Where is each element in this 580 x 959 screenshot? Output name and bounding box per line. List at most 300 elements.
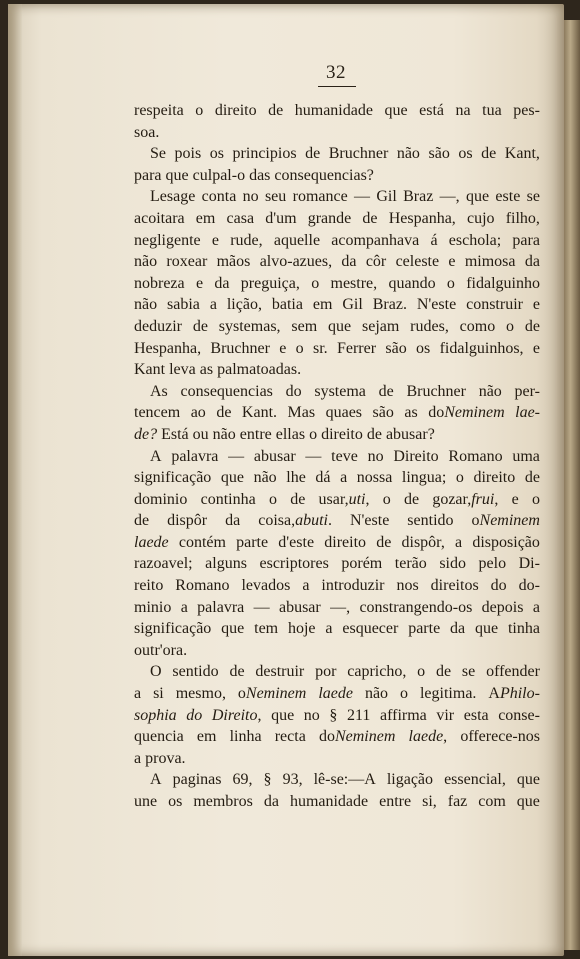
word: prova. bbox=[145, 749, 186, 767]
word: escriptores bbox=[259, 555, 329, 573]
word: recta bbox=[274, 728, 306, 746]
word: de bbox=[268, 102, 284, 119]
text-line bbox=[134, 618, 540, 640]
word: celeste bbox=[395, 253, 440, 271]
word: sem bbox=[291, 317, 318, 335]
text-line bbox=[134, 338, 540, 360]
text-line bbox=[134, 230, 540, 252]
word: sr. bbox=[312, 339, 328, 357]
word: dá bbox=[315, 469, 331, 487]
text-line bbox=[134, 553, 540, 575]
text-line bbox=[134, 446, 540, 468]
word: batia bbox=[271, 296, 303, 314]
word: da bbox=[214, 274, 230, 292]
word: 69, bbox=[232, 771, 253, 789]
word: o bbox=[195, 102, 204, 119]
word: contém bbox=[178, 533, 226, 551]
word: romance bbox=[292, 188, 348, 206]
word: membros bbox=[193, 793, 253, 810]
word: — bbox=[354, 188, 371, 206]
word: Ferrer bbox=[336, 339, 377, 357]
word: e bbox=[532, 339, 540, 357]
word: cujo bbox=[466, 209, 495, 227]
text-line bbox=[134, 165, 540, 187]
word: por bbox=[315, 663, 337, 681]
word: tem bbox=[254, 620, 279, 638]
word: de bbox=[524, 317, 540, 335]
word: humanidade bbox=[294, 102, 373, 119]
word: pes- bbox=[513, 102, 540, 119]
word: essencial, bbox=[444, 771, 506, 789]
word: que bbox=[328, 317, 352, 335]
word: consequencias? bbox=[274, 166, 374, 184]
word: destruir bbox=[255, 663, 305, 681]
word: ao bbox=[190, 404, 206, 422]
word: de bbox=[229, 663, 245, 681]
word: que bbox=[221, 620, 245, 638]
word: a bbox=[134, 749, 142, 767]
word: laede bbox=[318, 685, 353, 703]
word: a bbox=[340, 469, 348, 487]
word: preguiça, bbox=[240, 274, 300, 292]
word: § bbox=[329, 706, 338, 724]
word: em bbox=[195, 209, 216, 227]
word: teve bbox=[331, 447, 358, 465]
word: em bbox=[312, 296, 333, 314]
word: significação bbox=[134, 620, 212, 638]
word: Di- bbox=[518, 555, 540, 573]
text-line bbox=[134, 532, 540, 554]
word: mesmo, bbox=[175, 685, 226, 703]
word: que bbox=[516, 771, 540, 789]
word: minio bbox=[134, 598, 172, 616]
word: de bbox=[524, 469, 540, 487]
word: acoitara bbox=[134, 209, 185, 227]
word: quaes bbox=[325, 404, 363, 422]
word: de? bbox=[134, 425, 158, 443]
word: e bbox=[211, 231, 219, 249]
word: oNeminem bbox=[471, 512, 540, 530]
text-line bbox=[134, 726, 540, 748]
word: os bbox=[416, 339, 431, 357]
word: Direito bbox=[393, 447, 439, 465]
text-line bbox=[134, 661, 540, 683]
word: Braz. bbox=[372, 296, 407, 314]
word: e bbox=[279, 339, 287, 357]
word: palavra bbox=[171, 447, 219, 465]
word: dispôr bbox=[167, 512, 208, 530]
word: —, bbox=[330, 598, 351, 616]
word: systemas, bbox=[218, 317, 281, 335]
word: Gil bbox=[342, 296, 363, 314]
word: o bbox=[382, 490, 391, 508]
word: tua bbox=[482, 102, 502, 119]
word: conta bbox=[201, 188, 237, 206]
word: terão bbox=[394, 555, 427, 573]
word: o bbox=[400, 685, 409, 703]
word: em bbox=[196, 728, 217, 746]
word: fidalguinho bbox=[466, 274, 540, 292]
word: doNeminem bbox=[428, 404, 505, 422]
word: introduzir bbox=[321, 577, 385, 595]
word: mãos bbox=[216, 253, 251, 271]
word: os bbox=[209, 145, 224, 163]
word: grande bbox=[307, 209, 352, 227]
text-line bbox=[134, 489, 540, 511]
word: d'este bbox=[278, 533, 315, 551]
word: e bbox=[532, 296, 540, 314]
word: culpal-o bbox=[192, 166, 246, 184]
word: e bbox=[511, 490, 519, 508]
word: de bbox=[134, 512, 150, 530]
text-line bbox=[134, 402, 540, 424]
word: A bbox=[150, 447, 162, 465]
word: Se bbox=[150, 145, 166, 163]
word: na bbox=[455, 102, 471, 119]
text-line bbox=[134, 122, 540, 144]
word: não bbox=[396, 145, 420, 163]
text-line bbox=[134, 769, 540, 791]
word: aquelle bbox=[273, 231, 321, 249]
word: acompanhava bbox=[331, 231, 420, 249]
word: Romano bbox=[175, 577, 230, 595]
word: parte bbox=[408, 620, 441, 638]
word: N'este bbox=[349, 512, 390, 530]
word: Direito, bbox=[211, 706, 262, 724]
word: legitima. bbox=[419, 685, 477, 703]
word: e bbox=[195, 274, 204, 292]
word: Kant. bbox=[241, 404, 278, 422]
text-line bbox=[134, 359, 540, 381]
word: lição, bbox=[226, 296, 262, 314]
word: pelo bbox=[478, 555, 507, 573]
word: os bbox=[168, 793, 183, 810]
word: o bbox=[506, 317, 515, 335]
word: depois bbox=[481, 598, 524, 616]
word: continha bbox=[200, 490, 256, 508]
word: a bbox=[209, 296, 217, 314]
word: laede bbox=[134, 533, 169, 551]
word: que bbox=[516, 793, 540, 810]
word: negligente bbox=[134, 231, 201, 249]
word: que bbox=[220, 469, 244, 487]
page-gutter bbox=[8, 4, 22, 956]
word: sido bbox=[439, 555, 466, 573]
text-line bbox=[134, 316, 540, 338]
word: de bbox=[216, 404, 232, 422]
word: da bbox=[341, 253, 357, 271]
word: abusar bbox=[278, 598, 321, 616]
word: nossa bbox=[356, 469, 393, 487]
word: de bbox=[192, 317, 208, 335]
word: doNeminem bbox=[318, 728, 396, 746]
word: Hespanha, bbox=[388, 209, 456, 227]
word: d'um bbox=[265, 209, 297, 227]
word: os bbox=[458, 145, 473, 163]
word: da bbox=[524, 253, 540, 271]
text-line bbox=[134, 381, 540, 403]
word: alguns bbox=[205, 555, 247, 573]
word: direito bbox=[321, 425, 363, 443]
word: do- bbox=[518, 577, 540, 595]
word: 93, bbox=[282, 771, 303, 789]
word: no bbox=[242, 188, 259, 206]
word: a bbox=[325, 620, 333, 638]
word: esta bbox=[463, 706, 489, 724]
word: ou bbox=[192, 425, 209, 443]
word: humanidade bbox=[289, 793, 369, 810]
word: o bbox=[268, 490, 277, 508]
word: o bbox=[455, 469, 464, 487]
word: linha bbox=[229, 728, 262, 746]
word: mestre, bbox=[330, 274, 378, 292]
word: reito bbox=[134, 577, 164, 595]
word: á bbox=[430, 231, 438, 249]
word: eschola; bbox=[448, 231, 502, 249]
word: lingua; bbox=[401, 469, 447, 487]
word: palavra bbox=[197, 598, 245, 616]
word: deduzir bbox=[134, 317, 182, 335]
word: esquecer bbox=[342, 620, 399, 638]
word: não bbox=[212, 425, 236, 443]
word: de bbox=[378, 382, 394, 400]
word: oNeminem bbox=[237, 685, 307, 703]
word: per- bbox=[514, 382, 540, 400]
word: de bbox=[305, 145, 321, 163]
word: vir bbox=[436, 706, 455, 724]
word: si, bbox=[422, 793, 437, 810]
word: —, bbox=[439, 188, 460, 206]
word: sentido bbox=[172, 663, 219, 681]
page-number-rule bbox=[318, 86, 356, 87]
word: de bbox=[362, 209, 378, 227]
word: rude, bbox=[230, 231, 263, 249]
word: para bbox=[134, 166, 162, 184]
word: constrangendo-os bbox=[359, 598, 473, 616]
word: que bbox=[384, 102, 408, 119]
word: alvo-azues, bbox=[259, 253, 333, 271]
word: APhilo- bbox=[488, 685, 540, 703]
word: razoavel; bbox=[134, 555, 193, 573]
word: sabia bbox=[167, 296, 200, 314]
word: paginas bbox=[172, 771, 222, 789]
word: gozar,frui, bbox=[432, 490, 499, 508]
word: tinha bbox=[507, 620, 540, 638]
word: de bbox=[403, 490, 420, 508]
word: affirma bbox=[379, 706, 427, 724]
word: Hespanha, bbox=[134, 339, 202, 357]
text-line bbox=[134, 424, 540, 446]
word: as bbox=[199, 361, 214, 379]
text-line bbox=[134, 791, 540, 813]
word: leva bbox=[169, 361, 196, 379]
word: construir bbox=[466, 296, 523, 314]
word: soa. bbox=[134, 123, 160, 141]
word: lhe bbox=[286, 469, 306, 487]
text-line bbox=[134, 640, 540, 662]
word: a bbox=[532, 598, 540, 616]
text-line bbox=[134, 143, 540, 165]
word: a bbox=[302, 577, 310, 595]
adjacent-page-edge bbox=[564, 20, 580, 950]
word: são bbox=[372, 404, 394, 422]
word: significação bbox=[134, 469, 212, 487]
word: que bbox=[271, 706, 295, 724]
word: da bbox=[450, 620, 466, 638]
text-line bbox=[134, 683, 540, 705]
word: direito bbox=[214, 102, 257, 119]
word: lê-se:—A bbox=[313, 771, 376, 789]
word: Romano bbox=[448, 447, 503, 465]
word: tencem bbox=[134, 404, 181, 422]
word: — bbox=[228, 447, 245, 465]
word: o bbox=[309, 425, 318, 443]
text-line bbox=[134, 294, 540, 316]
word: faz bbox=[447, 793, 468, 810]
word: § bbox=[263, 771, 272, 789]
word: dominio bbox=[134, 490, 188, 508]
word: direito bbox=[324, 533, 367, 551]
word: mimosa bbox=[464, 253, 516, 271]
word: fidalguinhos, bbox=[439, 339, 524, 357]
word: se bbox=[526, 188, 540, 206]
word: conse- bbox=[498, 706, 540, 724]
word: seu bbox=[264, 188, 287, 206]
word: Bruchner bbox=[210, 339, 270, 357]
word: quando bbox=[388, 274, 436, 292]
word: Mas bbox=[287, 404, 316, 422]
word: entre bbox=[379, 793, 412, 810]
word: disposição bbox=[472, 533, 540, 551]
word: Kant bbox=[134, 361, 166, 379]
word: lae- bbox=[515, 404, 540, 422]
text-line bbox=[134, 575, 540, 597]
word: não bbox=[478, 382, 502, 400]
word: está bbox=[419, 102, 444, 119]
text-line bbox=[134, 597, 540, 619]
word: o bbox=[531, 490, 540, 508]
word: laede, bbox=[408, 728, 448, 746]
word: sejam bbox=[361, 317, 400, 335]
word: abusar bbox=[253, 447, 296, 465]
word: com bbox=[478, 793, 506, 810]
word: rudes, bbox=[410, 317, 449, 335]
word: abusar? bbox=[385, 425, 435, 443]
text-line bbox=[134, 510, 540, 532]
word: a bbox=[134, 685, 142, 703]
word: o bbox=[417, 663, 426, 681]
word: no bbox=[303, 706, 320, 724]
text-line bbox=[134, 100, 540, 122]
word: levados bbox=[241, 577, 291, 595]
word: — bbox=[253, 598, 270, 616]
word: une bbox=[134, 793, 158, 810]
word: da bbox=[263, 793, 279, 810]
word: pois bbox=[174, 145, 202, 163]
word: como bbox=[459, 317, 496, 335]
word: são bbox=[385, 339, 407, 357]
text-line bbox=[134, 251, 540, 273]
word: casa bbox=[226, 209, 255, 227]
word: que bbox=[475, 620, 499, 638]
word: no bbox=[367, 447, 384, 465]
text-line bbox=[134, 467, 540, 489]
word: das bbox=[249, 166, 271, 184]
word: consequencias bbox=[180, 382, 273, 400]
word: systema bbox=[314, 382, 366, 400]
word: que bbox=[465, 188, 490, 206]
word: coisa,abuti. bbox=[258, 512, 332, 530]
word: Gil bbox=[376, 188, 397, 206]
word: não bbox=[253, 469, 277, 487]
word: entre bbox=[239, 425, 272, 443]
word: a bbox=[180, 598, 188, 616]
word: o bbox=[311, 274, 320, 292]
word: do bbox=[186, 706, 203, 724]
word: côr bbox=[365, 253, 387, 271]
word: roxear bbox=[166, 253, 208, 271]
word: nos bbox=[396, 577, 419, 595]
word: direito bbox=[473, 469, 516, 487]
word: não bbox=[364, 685, 389, 703]
text-line bbox=[134, 748, 540, 770]
word: outr'ora. bbox=[134, 641, 188, 659]
word: Kant, bbox=[504, 145, 540, 163]
word: 211 bbox=[346, 706, 371, 724]
word: Bruchner bbox=[406, 382, 466, 400]
text-line bbox=[134, 705, 540, 727]
word: não bbox=[134, 253, 158, 271]
word: porém bbox=[341, 555, 383, 573]
word: principios bbox=[232, 145, 297, 163]
word: o bbox=[295, 339, 304, 357]
word: capricho, bbox=[347, 663, 407, 681]
word: quencia bbox=[134, 728, 184, 746]
text-line bbox=[134, 208, 540, 230]
word: o bbox=[446, 274, 455, 292]
word: — bbox=[305, 447, 322, 465]
word: sentido bbox=[407, 512, 454, 530]
word: não bbox=[134, 296, 158, 314]
word: de bbox=[366, 425, 382, 443]
word: O bbox=[150, 663, 162, 681]
word: Braz bbox=[403, 188, 434, 206]
text-line bbox=[134, 186, 540, 208]
word: de bbox=[376, 533, 392, 551]
word: dispôr, bbox=[401, 533, 445, 551]
word: do bbox=[490, 577, 507, 595]
word: são bbox=[428, 145, 450, 163]
word: filho, bbox=[505, 209, 540, 227]
word: sophia bbox=[134, 706, 177, 724]
word: Bruchner bbox=[328, 145, 389, 163]
word: offender bbox=[486, 663, 540, 681]
word: As bbox=[150, 382, 168, 400]
word: da bbox=[225, 512, 241, 530]
word: este bbox=[495, 188, 521, 206]
word: usar,uti, bbox=[318, 490, 370, 508]
word: se bbox=[461, 663, 476, 681]
word: hoje bbox=[287, 620, 316, 638]
word: para bbox=[512, 231, 540, 249]
word: de bbox=[481, 145, 497, 163]
word: ellas bbox=[275, 425, 306, 443]
word: que bbox=[165, 166, 189, 184]
page-number: 32 bbox=[326, 62, 346, 83]
word: ligação bbox=[386, 771, 434, 789]
word: do bbox=[285, 382, 302, 400]
word: respeita bbox=[134, 102, 184, 119]
